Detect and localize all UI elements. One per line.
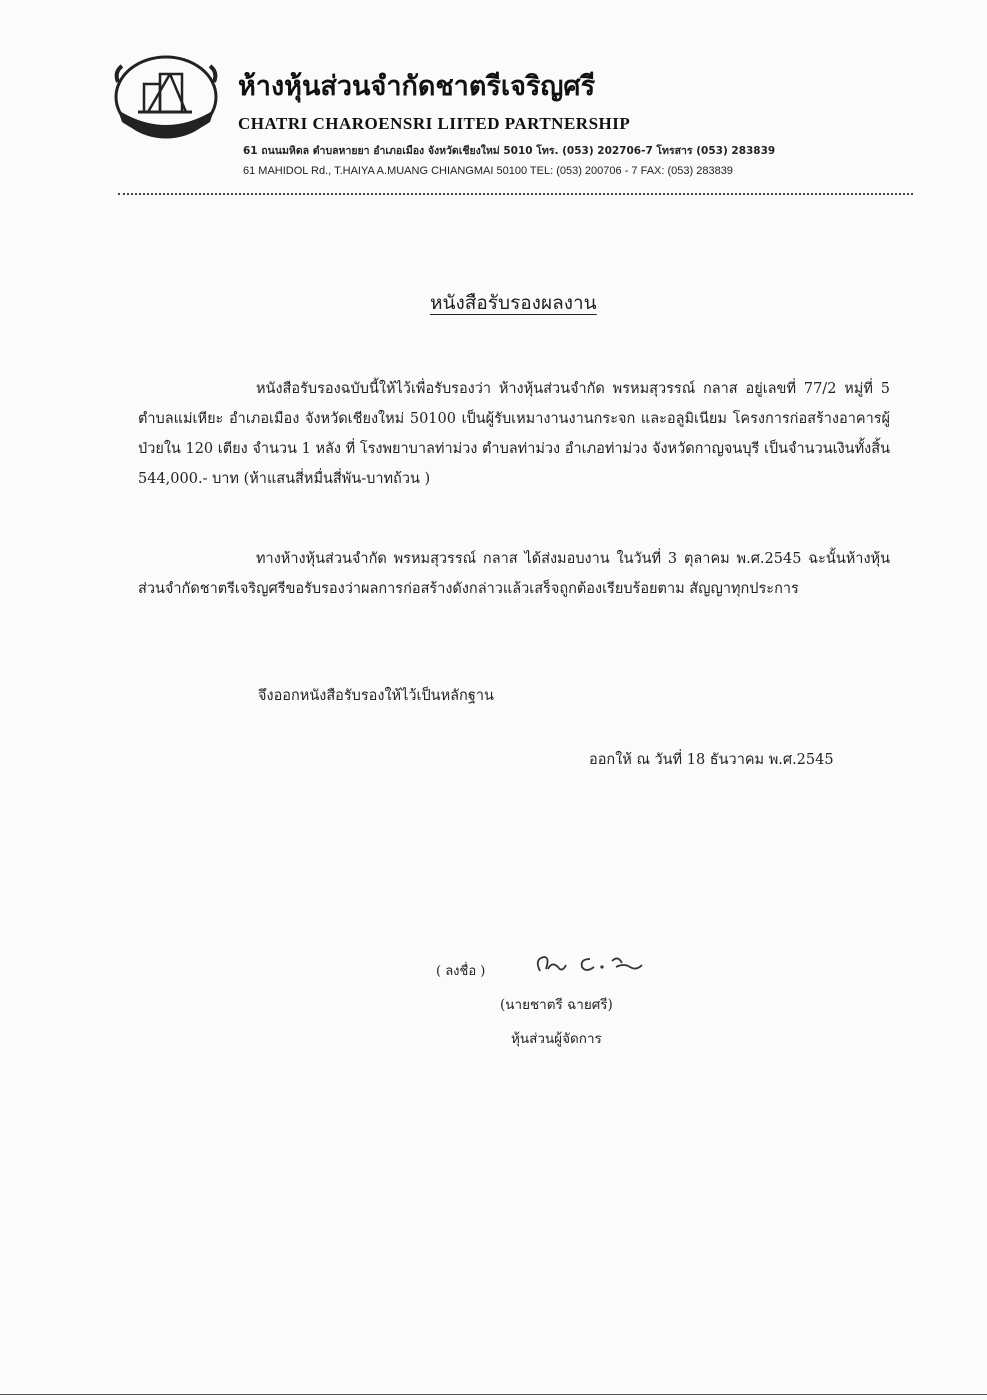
signature-label: ( ลงชื่อ ) — [436, 964, 486, 979]
address-english: 61 MAHIDOL Rd., T.HAIYA A.MUANG CHIANGMAI 50100 TEL: (053) 200706 - 7 FAX: (053) 283839 — [243, 165, 733, 177]
signer-position: หุ้นส่วนผู้จัดการ — [511, 1031, 602, 1047]
letterhead-divider — [118, 193, 913, 195]
company-name-thai: ห้างหุ้นส่วนจำกัดชาตรีเจริญศรี — [238, 71, 596, 102]
body-paragraph-1: หนังสือรับรองฉบับนี้ให้ไว้เพื่อรับรองว่า ห้างหุ้นส่วนจำกัด พรหมสุวรรณ์ กลาส อยู่เลขที่ 77/2 หมู่ที่ 5 ตำบลแม่เหียะ อำเภอเมือง จังหวัดเชียงใหม่ 50100 เป็นผู้รับเหมางานงานกระจก และอลูมิเนียม โครงการก่อสร้างอาคารผู้ป่วยใน 120 เตียง จำนวน 1 หลัง ที่ โรงพยาบาลท่าม่วง ตำบลท่าม่วง อำเภอท่าม่วง จังหวัดกาญจนบุรี เป็นจำนวนเงินทั้งสิ้น 544,000.- บาท (ห้าแสนสี่หมื่นสี่พัน-บาทถ้วน ) — [138, 381, 890, 487]
company-logo-icon — [108, 52, 224, 142]
document-title: หนังสือรับรองผลงาน — [430, 292, 597, 314]
body-paragraph-2: ทางห้างหุ้นส่วนจำกัด พรหมสุวรรณ์ กลาส ได้ส่งมอบงาน ในวันที่ 3 ตุลาคม พ.ศ.2545 ฉะนั้นห้างหุ้นส่วนจำกัดชาตรีเจริญศรีขอรับรองว่าผลการก่อสร้างดังกล่าวแล้วเสร็จถูกต้องเรียบร้อยตาม สัญญาทุกประการ — [138, 551, 890, 597]
page-bottom-line — [0, 1394, 987, 1395]
issue-date: ออกให้ ณ วันที่ 18 ธันวาคม พ.ศ.2545 — [589, 752, 834, 768]
company-name-english: CHATRI CHAROENSRI LIITED PARTNERSHIP — [238, 114, 631, 133]
signer-name: (นายชาตรี ฉายศรี) — [500, 997, 613, 1013]
address-thai: 61 ถนนมหิดล ตำบลหายยา อำเภอเมือง จังหวัดเชียงใหม่ 5010 โทร. (053) 202706-7 โทรสาร (053) 283839 — [243, 145, 776, 157]
closing-statement: จึงออกหนังสือรับรองให้ไว้เป็นหลักฐาน — [258, 688, 494, 704]
handwritten-signature-icon — [532, 945, 652, 981]
